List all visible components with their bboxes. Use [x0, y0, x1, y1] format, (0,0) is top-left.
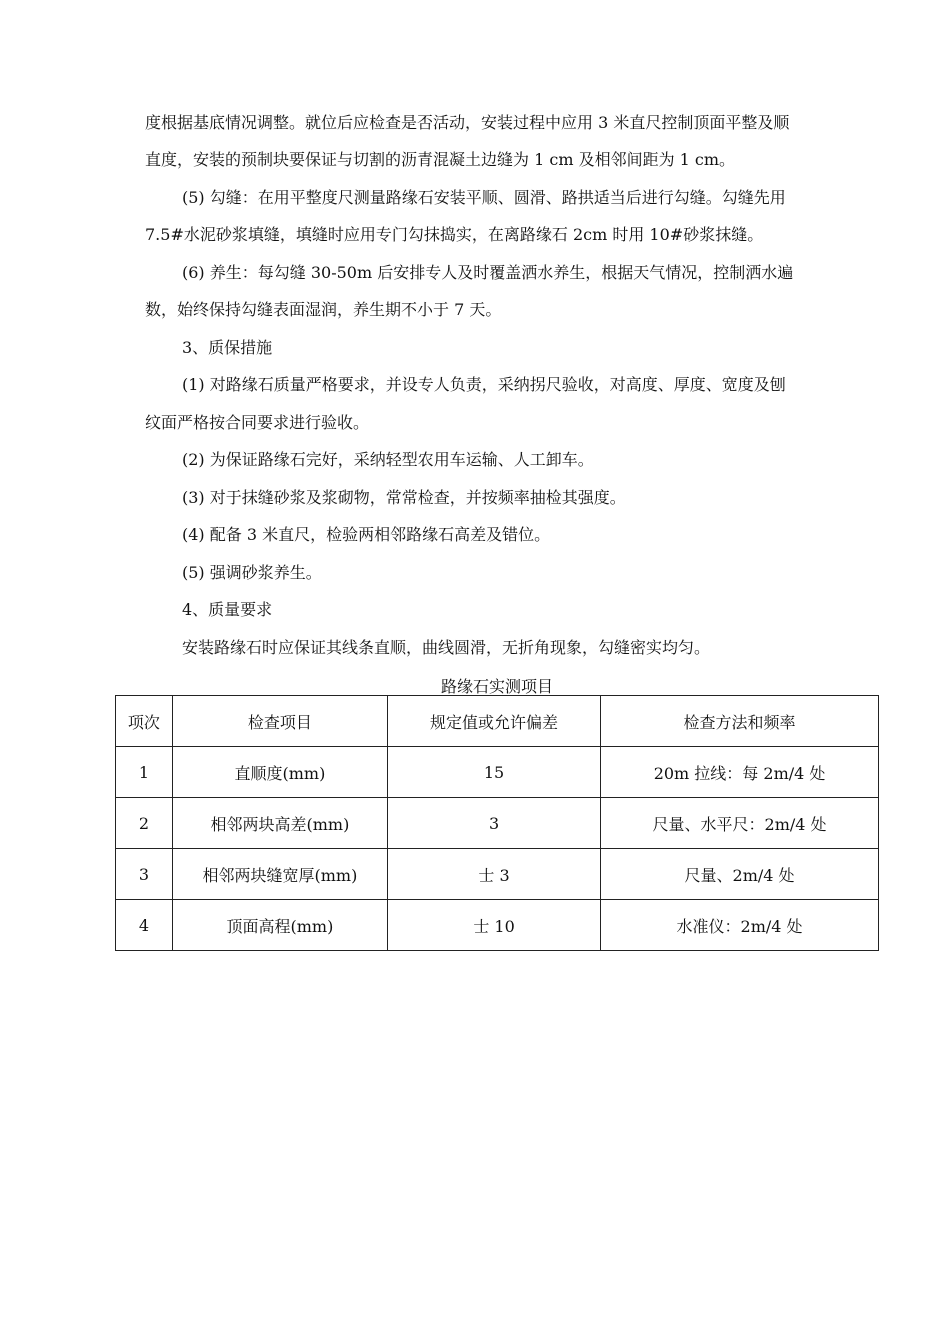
table-cell: 相邻两块缝宽厚(mm)	[172, 849, 387, 900]
table-caption: 路缘石实测项目	[440, 677, 553, 696]
body-paragraph-line: 安装路缘石时应保证其线条直顺，曲线圆滑，无折角现象，勾缝密实均匀。	[182, 638, 711, 657]
table-cell: 相邻两块高差(mm)	[172, 798, 387, 849]
body-paragraph-line: 纹面严格按合同要求进行验收。	[145, 413, 370, 432]
inspection-table	[115, 695, 879, 951]
table-row	[116, 849, 879, 900]
table-cell: 士 3	[388, 849, 601, 900]
body-paragraph-line: (2) 为保证路缘石完好，采纳轻型农用车运输、人工卸车。	[182, 450, 594, 469]
body-paragraph-line: (5) 勾缝：在用平整度尺测量路缘石安装平顺、圆滑、路拱适当后进行勾缝。勾缝先用	[182, 188, 786, 207]
table-header-cell: 检查方法和频率	[601, 696, 879, 747]
table-header-row	[116, 696, 879, 747]
table-cell: 2	[116, 798, 173, 849]
table-row	[116, 798, 879, 849]
table-cell: 3	[116, 849, 173, 900]
body-paragraph-line: (4) 配备 3 米直尺，检验两相邻路缘石高差及错位。	[182, 525, 551, 544]
body-paragraph-line: (3) 对于抹缝砂浆及浆砌物，常常检查，并按频率抽检其强度。	[182, 488, 626, 507]
section-heading: 3、质保措施	[182, 338, 273, 357]
body-paragraph-line: (1) 对路缘石质量严格要求，并设专人负责，采纳拐尺验收，对高度、厚度、宽度及刨	[182, 375, 786, 394]
table-cell: 尺量、水平尺：2m/4 处	[601, 798, 879, 849]
table-cell: 15	[388, 747, 601, 798]
body-paragraph-line: 7.5#水泥砂浆填缝，填缝时应用专门勾抹捣实，在离路缘石 2cm 时用 10#砂浆抹缝。	[145, 225, 764, 244]
body-paragraph-line: (6) 养生：每勾缝 30-50m 后安排专人及时覆盖洒水养生，根据天气情况，控制洒水遍	[182, 263, 794, 282]
table-row	[116, 900, 879, 951]
table-cell: 4	[116, 900, 173, 951]
table-header-cell: 规定值或允许偏差	[388, 696, 601, 747]
table-cell: 士 10	[388, 900, 601, 951]
table-header-cell: 项次	[116, 696, 173, 747]
table-cell: 20m 拉线：每 2m/4 处	[601, 747, 879, 798]
table-cell: 1	[116, 747, 173, 798]
body-paragraph-line: 度根据基底情况调整。就位后应检查是否活动，安装过程中应用 3 米直尺控制顶面平整及顺	[145, 113, 790, 132]
table-cell: 尺量、2m/4 处	[601, 849, 879, 900]
table-cell: 3	[388, 798, 601, 849]
body-paragraph-line: 直度，安装的预制块要保证与切割的沥青混凝土边缝为 1 cm 及相邻间距为 1 cm。	[145, 150, 736, 169]
body-paragraph-line: (5) 强调砂浆养生。	[182, 563, 322, 582]
body-paragraph-line: 数，始终保持勾缝表面湿润，养生期不小于 7 天。	[145, 300, 502, 319]
table-cell: 顶面高程(mm)	[172, 900, 387, 951]
section-heading: 4、质量要求	[182, 600, 273, 619]
table-row	[116, 747, 879, 798]
table-cell: 直顺度(mm)	[172, 747, 387, 798]
table-cell: 水准仪：2m/4 处	[601, 900, 879, 951]
table-header-cell: 检查项目	[172, 696, 387, 747]
